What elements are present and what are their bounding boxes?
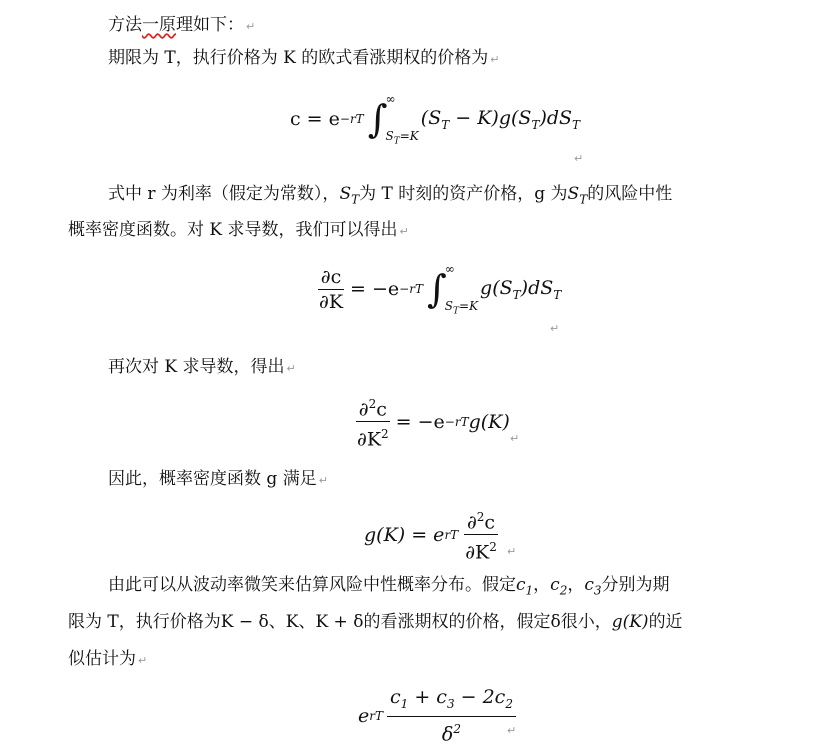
- eq1-lower-sub: T: [393, 136, 400, 146]
- eq4-lhs: g(K) = e: [364, 523, 445, 546]
- text-volatility-smile-b: 分别为期: [601, 575, 670, 595]
- text-strike-d: 很小，: [560, 612, 612, 632]
- text-definitions-a: 式中 r 为利率（假定为常数），: [108, 184, 340, 204]
- symbol-k-plus-delta: K + δ: [315, 612, 364, 632]
- eq3-exponent: −rT: [444, 414, 469, 429]
- text-strike-a: 限为 T，执行价格为: [68, 612, 221, 632]
- text-call-price: 期限为 T，执行价格为 K 的欧式看涨期权的价格为: [108, 48, 489, 68]
- paragraph-approximation: [68, 647, 147, 673]
- eq1-upper-limit: ∞: [385, 92, 396, 106]
- integral-sign: ∫ ∞ $S_T=K$: [426, 262, 479, 316]
- text-strike-b: 、K、: [268, 612, 316, 632]
- equation-call-price: [290, 92, 580, 146]
- equation-approximation: [358, 686, 520, 745]
- text-definitions-c: 的风险中性: [587, 184, 673, 204]
- paragraph-mark: ↵: [490, 53, 500, 66]
- eq2-lower-sub: T: [453, 306, 460, 316]
- equation-first-derivative: [312, 262, 561, 316]
- eq3-tail: g(K): [468, 410, 510, 433]
- paragraph-call-price: [108, 46, 499, 72]
- symbol-c3: $c_3$: [584, 575, 602, 598]
- text-volatility-smile-a: 由此可以从波动率微笑来估算风险中性概率分布。假定: [108, 575, 516, 595]
- eq2-numerator: ∂c: [318, 266, 344, 290]
- paragraph-mark: ↵: [507, 545, 517, 558]
- paragraph-method-intro: [108, 13, 255, 39]
- symbol-ST: $S_T$: [339, 184, 360, 207]
- paragraph-mark: ↵: [510, 432, 520, 445]
- paragraph-volatility-smile: [108, 573, 670, 602]
- eq4-denominator: $\partial K^2$: [465, 540, 497, 564]
- eq1-lhs: c = e: [290, 108, 340, 130]
- paragraph-mark: ↵: [286, 362, 296, 375]
- integral-sign: ∫ ∞ $S_T=K$: [367, 92, 419, 146]
- eq5-numerator: $c_1 + c_3 - 2c_2$: [387, 686, 516, 717]
- eq2-exponent: −rT: [399, 282, 423, 296]
- paragraph-density-condition: [108, 467, 328, 493]
- text-approximation: 似估计为: [68, 649, 136, 669]
- paragraph-mark: ↵: [507, 724, 517, 737]
- symbol-gK: g(K): [611, 612, 649, 632]
- eq5-lhs: e: [358, 704, 370, 727]
- paragraph-mark: ↵: [246, 20, 256, 33]
- paragraph-mark: ↵: [574, 152, 584, 165]
- text-density-condition: 因此，概率密度函数 g 满足: [108, 469, 317, 489]
- paragraph-mark: ↵: [318, 474, 328, 487]
- paragraph-mark: ↵: [550, 322, 560, 335]
- eq1-lower-limit: S: [385, 128, 394, 143]
- eq2-lower-rest: =K: [459, 298, 479, 313]
- eq5-exponent: rT: [369, 708, 383, 723]
- eq4-numerator: ∂$^2$c: [464, 506, 498, 535]
- symbol-ST: $S_T$: [567, 184, 588, 207]
- eq5-fraction: [387, 686, 516, 745]
- equation-second-derivative: [350, 393, 510, 451]
- eq4-exponent: rT: [444, 527, 459, 542]
- eq2-integrand: $g(S_T)dS_T$: [480, 276, 562, 302]
- eq1-exponent: −rT: [339, 112, 364, 126]
- paragraph-second-derivative-intro: [108, 355, 296, 381]
- separator: ，: [567, 575, 585, 595]
- eq1-lower-rest: =K: [399, 128, 419, 143]
- paragraph-mark: ↵: [399, 225, 409, 238]
- text-second-derivative-intro: 再次对 K 求导数，得出: [108, 357, 285, 377]
- symbol-delta: δ: [550, 612, 561, 632]
- symbol-c2: $c_2$: [550, 575, 568, 598]
- symbol-c1: $c_1$: [516, 575, 534, 598]
- paragraph-derivative-intro: [68, 218, 409, 244]
- paragraph-mark: ↵: [138, 654, 148, 667]
- symbol-k-minus-delta: K − δ: [220, 612, 269, 632]
- paragraph-strike-prices: [68, 610, 683, 634]
- separator: ，: [533, 575, 551, 595]
- paragraph-definitions: [108, 182, 672, 211]
- eq3-rhs: = −e: [395, 410, 445, 433]
- eq2-denominator: ∂K: [319, 290, 344, 313]
- eq5-denominator: $\delta^2$: [441, 721, 462, 746]
- eq1-integrand: $(S_T - K)g(S_T)dS_T$: [420, 106, 581, 132]
- eq2-lower-limit: S: [444, 298, 453, 313]
- text-definitions-b: 为 T 时刻的资产价格，g 为: [359, 184, 568, 204]
- eq3-denominator: $\partial K^2$: [357, 427, 389, 451]
- eq4-fraction: [462, 506, 500, 564]
- eq2-fraction: [316, 266, 346, 313]
- eq3-fraction: [354, 393, 392, 451]
- eq2-rhs: = −e: [350, 278, 400, 300]
- text-strike-e: 的近: [648, 612, 683, 632]
- text-strike-c: 的看涨期权的价格，假定: [363, 612, 551, 632]
- text-method-intro: 方法一原理如下：: [108, 15, 244, 35]
- eq2-upper-limit: ∞: [444, 262, 455, 276]
- text-derivative-intro: 概率密度函数。对 K 求导数，我们可以得出: [68, 220, 398, 240]
- equation-density: [364, 506, 504, 564]
- eq3-numerator: ∂$^2$c: [356, 393, 390, 422]
